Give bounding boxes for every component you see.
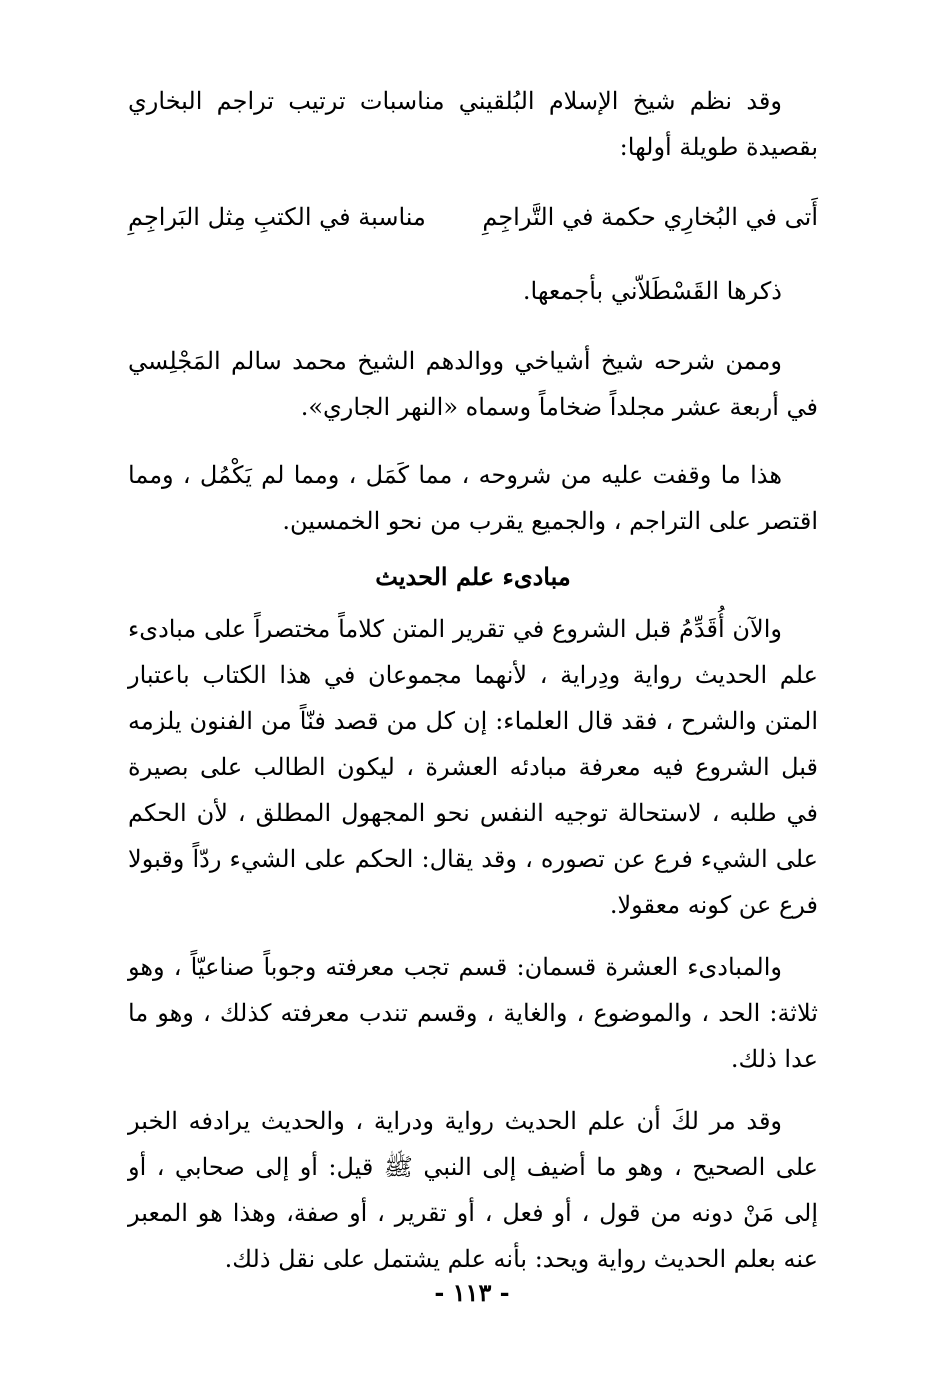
paragraph-majlisi-commentary: وممن شرحه شيخ أشياخي ووالدهم الشيخ محمد سالم المَجْلِسي في أربعة عشر مجلداً ضخاماً وسماه «النهر الجاري». [128,347,818,421]
page-number: - ١١٣ - [434,1278,510,1307]
page-body [128,78,818,1282]
verse-first-hemistich: أَتى في البُخارِي حكمة في التَّراجِمِ [482,203,818,231]
paragraph-commentaries-summary: هذا ما وقفت عليه من شروحه ، مما كَمَل ، ومما لم يَكْمُل ، ومما اقتصر على التراجم ، والجميع يقرب من نحو الخمسين. [128,461,818,535]
section-heading: مبادىء علم الحديث [375,562,571,591]
poem-verse [128,194,818,240]
paragraph-ten-principles: والمبادىء العشرة قسمان: قسم تجب معرفته وجوباً صناعيّاً ، وهو ثلاثة: الحد ، والموضوع ، والغاية ، وقسم تندب معرفته كذلك ، وهو ما عدا ذلك. [128,953,818,1073]
paragraph-hadith-definition: وقد مر لكَ أن علم الحديث رواية ودراية ، والحديث يرادفه الخبر على الصحيح ، وهو ما أضيف إلى النبي ﷺ قيل: أو إلى صحابي ، أو إلى مَنْ دونه من قول ، أو فعل ، أو تقرير ، أو صفة، وهذا هو المعبر عنه بعلم الحديث رواية ويحد: بأنه علم يشتمل على نقل ذلك. [128,1107,818,1273]
paragraph-principles-intro: والآن أُقَدِّمُ قبل الشروع في تقرير المتن كلاماً مختصراً على مبادىء علم الحديث رواية ودِراية ، لأنهما مجموعان في هذا الكتاب باعتبار المتن والشرح ، فقد قال العلماء: إن كل من قصد فنّاً من الفنون يلزمه قبل الشروع فيه معرفة مبادئه العشرة ، ليكون الطالب على بصيرة في طلبه ، لاستحالة توجيه النفس نحو المجهول المطلق ، لأن الحكم على الشيء فرع عن تصوره ، وقد يقال: الحكم على الشيء ردّاً وقبولا فرع عن كونه معقولا. [128,615,818,919]
paragraph-qastallani: ذكرها القَسْطَلاّني بأجمعها. [522,277,782,305]
paragraph-intro-bulqini: وقد نظم شيخ الإسلام البُلقيني مناسبات ترتيب تراجم البخاري بقصيدة طويلة أولها: [128,87,818,161]
verse-second-hemistich: مناسبة في الكتبِ مِثل البَراجِمِ [128,203,426,231]
